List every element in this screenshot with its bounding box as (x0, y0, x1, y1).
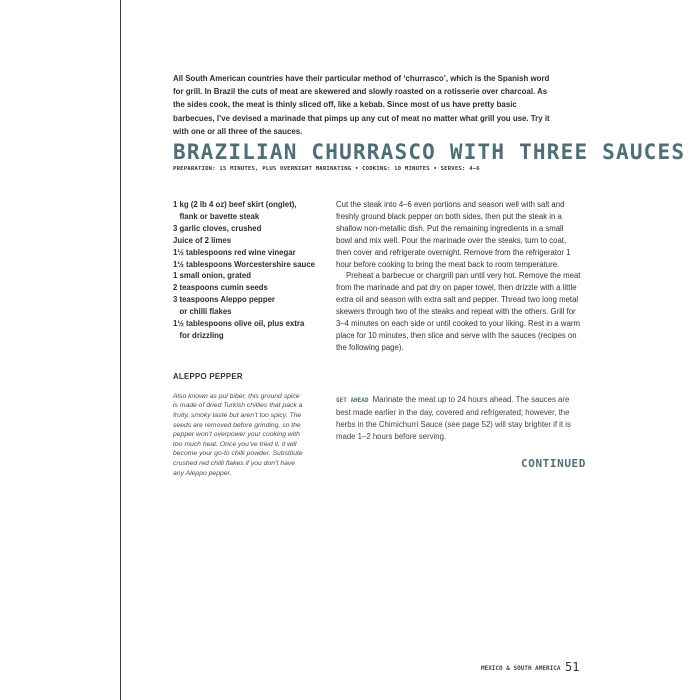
page-number: 51 (565, 660, 580, 674)
get-ahead-label: GET AHEAD (336, 396, 369, 404)
ingredient-line: for drizzling (173, 330, 224, 340)
footer-section-name: MEXICO & SOUTH AMERICA (481, 665, 561, 672)
get-ahead-text: Marinate the meat up to 24 hours ahead. The sauces are best made earlier in the day, covered and refrigerated; however, the herbs in the Chimichurri Sauce (see page 52) will stay brighter if it is made 1–2 hours before serving. (336, 394, 571, 441)
ingredient-line: 1 kg (2 lb 4 oz) beef skirt (onglet), (173, 200, 297, 209)
method-paragraph: Cut the steak into 4–6 even portions and season well with salt and freshly ground black pepper on both sides, then put the steak in a shallow non-metallic dish. Put the remaining ingredients in a small bowl and mix well. Pour the marinade over the steaks, turn to coat, then cover and refrigerate overnight. Remove from the refrigerator 1 hour before cooking to bring the meat back to room temperature. (336, 200, 571, 269)
sidebar-body: Also known as pul biber, this ground spice is made of dried Turkish chillies that pack a fruity, smoky taste but aren’t too spicy. The seeds are removed before grinding, so the pepper won’t overpower your cooking with too much heat. Once you’ve tried it, it will become your go-to chilli powder. Substitute crushed red chilli flakes if you don’t have any Aleppo pepper. (173, 392, 303, 477)
ingredient-line: 1 small onion, grated (173, 271, 251, 281)
continued-label: CONTINUED (521, 457, 587, 470)
ingredient-line: 3 teaspoons Aleppo pepper (173, 295, 275, 305)
get-ahead-note (336, 394, 581, 443)
recipe-intro: All South American countries have their particular method of ‘churrasco’, which is the Spanish word for grill. In Brazil the cuts of meat are skewered and slowly roasted on a rotisserie over charcoal. As the sides cook, the meat is thinly sliced off, like a kebab. Since most of us have pretty basic barbecues, I’ve devised a marinade that pimps up any cut of meat no matter what grill you use. Try it with one or all three of the sauces. (173, 73, 550, 136)
ingredient-line: 1½ tablespoons olive oil, plus extra (173, 319, 305, 329)
ingredient-line: 2 teaspoons cumin seeds (173, 283, 268, 293)
ingredient-line: 1½ tablespoons red wine vinegar (173, 247, 296, 257)
recipe-title: BRAZILIAN CHURRASCO WITH THREE SAUCES (173, 140, 686, 164)
method-steps (336, 199, 581, 354)
recipe-meta: PREPARATION: 15 MINUTES, PLUS OVERNIGHT MARINATING • COOKING: 10 MINUTES • SERVES: 4–6 (173, 166, 480, 172)
sidebar-heading: ALEPPO PEPPER (173, 372, 243, 381)
ingredients-list (173, 199, 323, 342)
ingredient-line: flank or bavette steak (173, 211, 260, 221)
ingredient-line: 3 garlic cloves, crushed (173, 223, 262, 233)
ingredient-line: Juice of 2 limes (173, 235, 232, 245)
method-paragraph: Preheat a barbecue or chargrill pan until very hot. Remove the meat from the marinade and pat dry on paper towel, then drizzle with a little extra oil and season with extra salt and pepper. Thread two long metal skewers through two of the steaks and repeat with the others. Grill for 3–4 minutes on each side or until cooked to your liking. Rest in a warm place for 10 minutes, then slice and serve with the sauces (recipes on the following page). (336, 271, 581, 352)
ingredient-line: 1½ tablespoons Worcestershire sauce (173, 259, 315, 269)
book-page (121, 0, 700, 700)
ingredient-line: or chilli flakes (173, 307, 232, 317)
